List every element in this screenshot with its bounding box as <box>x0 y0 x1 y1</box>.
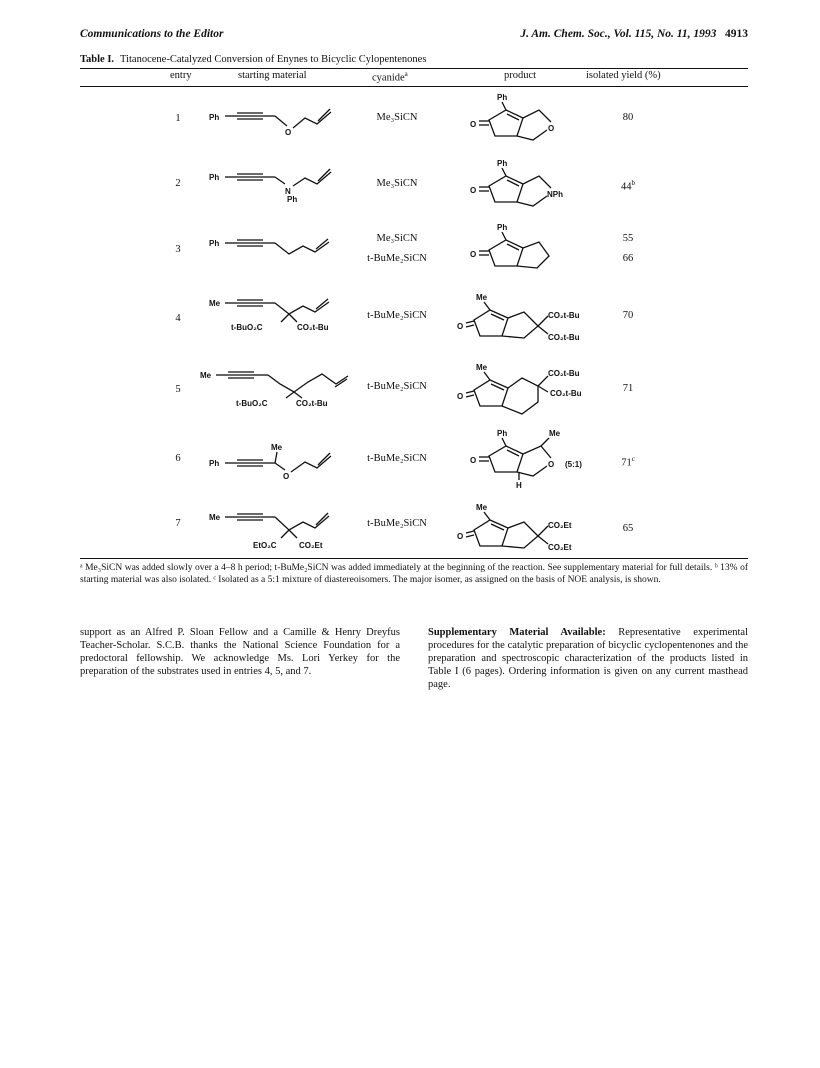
ph-label: Ph <box>497 429 508 438</box>
me-label: Me <box>209 513 221 522</box>
acknowledgment-paragraph: support as an Alfred P. Sloan Fellow and a Camille & Henry Dreyfus Teacher-Scholar. S.C.B. thanks the National Science Foundation for a predoctoral fellowship. We acknowledge Ms. Lori Yerkey for the preparation of the substrates used in entries 4, 5, and 7. <box>80 627 400 677</box>
isolated-yield: 66 <box>622 253 634 264</box>
ester-label: CO₂Et <box>299 541 323 550</box>
nitrogen-label: N <box>285 187 291 196</box>
ph-label: Ph <box>497 159 508 168</box>
product-structure <box>470 426 605 490</box>
me-label: Me <box>476 503 488 512</box>
cyanide-reagent: Me₃SiCN <box>376 178 418 189</box>
ester-label: CO₂t-Bu <box>297 323 329 332</box>
ph-label: Ph <box>497 93 508 102</box>
entry-number: 4 <box>175 313 181 324</box>
starting-material-structure <box>205 438 345 482</box>
product-structure <box>457 290 592 346</box>
isolated-yield: 71 <box>622 383 634 394</box>
ester-label: CO₂t-Bu <box>550 389 582 398</box>
table-footnote: ᵃ Me₃SiCN was added slowly over a 4–8 h period; t-BuMe₂SiCN was added immediately at the beginning of the reaction. See supplementary material for full details. ᵇ 13% of starting material was also isolated. ᶜ Isolated as a 5:1 mixture of diastereoisomers. The major isomer, as assigned on the basis of NOE analysis, is shown. <box>80 563 748 585</box>
section-title: Communications to the Editor <box>80 28 224 40</box>
ester-label: CO₂t-Bu <box>548 333 580 342</box>
cyanide-reagent: Me₃SiCN <box>376 233 418 244</box>
me-label: Me <box>271 443 283 452</box>
supplementary-heading: Supplementary Material Available: <box>428 627 606 638</box>
starting-material-structure <box>205 100 345 140</box>
isolated-yield: 65 <box>622 523 634 534</box>
footnote-marker-a: a <box>404 70 408 78</box>
ph-label: Ph <box>209 173 220 182</box>
starting-material-structure <box>196 364 356 408</box>
isolated-yield: 55 <box>622 233 634 244</box>
ester-label: CO₂t-Bu <box>548 369 580 378</box>
col-header-cyanide <box>372 70 408 84</box>
starting-material-structure <box>205 292 355 336</box>
entry-number: 2 <box>175 178 181 189</box>
journal-citation <box>520 28 748 40</box>
table-top-rule <box>80 68 748 69</box>
entry-number: 5 <box>175 384 181 395</box>
col-header-entry: entry <box>170 70 192 81</box>
running-header <box>80 28 748 46</box>
table-caption <box>80 54 426 65</box>
table-title: Titanocene-Catalyzed Conversion of Enynes to Bicyclic Cylopentenones <box>120 54 427 65</box>
oxygen-label: O <box>470 456 477 465</box>
oxygen-label: O <box>470 250 477 259</box>
oxygen-label: O <box>548 460 555 469</box>
ester-label: CO₂t-Bu <box>548 311 580 320</box>
nph-label: NPh <box>547 190 563 199</box>
hydrogen-label: H <box>516 481 522 490</box>
starting-material-structure <box>205 232 345 262</box>
starting-material-structure <box>205 166 345 210</box>
starting-material-structure <box>205 506 355 556</box>
cyanide-reagent: t-BuMe₂SiCN <box>367 310 427 321</box>
ph-label: Ph <box>209 239 220 248</box>
oxygen-label: O <box>470 186 477 195</box>
oxygen-label: O <box>285 128 292 137</box>
ester-label: CO₂t-Bu <box>296 399 328 408</box>
ph-label: Ph <box>497 223 508 232</box>
ester-label: CO₂Et <box>548 543 572 552</box>
ph-label: Ph <box>209 113 220 122</box>
me-label: Me <box>476 293 488 302</box>
col-header-cyanide-label: cyanide <box>372 72 405 84</box>
isolated-yield: 80 <box>622 112 634 123</box>
cyanide-reagent: t-BuMe₂SiCN <box>367 518 427 529</box>
me-label: Me <box>200 371 212 380</box>
yield-value: 44 <box>621 181 632 193</box>
supplementary-text: Representative experimental procedures for the catalytic preparation of bicyclic cyclopentenones and the preparation and spectroscopic characterization of the products listed in Table I (6 pages). Ordering information is given on any current masthead page. <box>428 627 749 690</box>
ph-label: Ph <box>209 459 220 468</box>
product-structure <box>457 500 592 556</box>
cyanide-reagent: Me₃SiCN <box>376 112 418 123</box>
col-header-product: product <box>504 70 537 81</box>
entry-number: 3 <box>175 244 181 255</box>
isolated-yield <box>608 455 648 469</box>
cyanide-reagent: t-BuMe₂SiCN <box>367 453 427 464</box>
product-structure <box>470 156 585 210</box>
entry-number: 7 <box>175 518 181 529</box>
footnote-marker-b: b <box>631 179 635 187</box>
me-label: Me <box>476 363 488 372</box>
entry-number: 1 <box>175 113 181 124</box>
col-header-starting-material: starting material <box>238 70 307 81</box>
isomer-ratio: (5:1) <box>565 460 582 469</box>
supplementary-paragraph <box>428 626 748 691</box>
ester-label: t-BuO₂C <box>236 399 268 408</box>
product-structure <box>470 90 575 144</box>
journal-reference: J. Am. Chem. Soc., Vol. 115, No. 11, 1993 <box>520 28 717 40</box>
me-label: Me <box>209 299 221 308</box>
cyanide-reagent: t-BuMe₂SiCN <box>367 253 427 264</box>
table-header-rule <box>80 86 748 87</box>
table-bottom-rule <box>80 558 748 559</box>
footnote-marker-c: c <box>631 455 635 463</box>
oxygen-label: O <box>457 532 464 541</box>
ester-label: EtO₂C <box>253 541 277 550</box>
oxygen-label: O <box>470 120 477 129</box>
page-number: 4913 <box>725 28 748 40</box>
ester-label: t-BuO₂C <box>231 323 263 332</box>
oxygen-label: O <box>283 472 290 481</box>
isolated-yield <box>608 179 648 193</box>
table-label: Table I. <box>80 54 115 65</box>
col-header-yield: isolated yield (%) <box>586 70 661 81</box>
cyanide-reagent: t-BuMe₂SiCN <box>367 381 427 392</box>
oxygen-label: O <box>548 124 555 133</box>
oxygen-label: O <box>457 322 464 331</box>
me-label: Me <box>549 429 561 438</box>
product-structure <box>457 360 602 420</box>
oxygen-label: O <box>457 392 464 401</box>
ester-label: CO₂Et <box>548 521 572 530</box>
ph-label: Ph <box>287 195 298 204</box>
product-structure <box>470 220 575 274</box>
yield-value: 71 <box>621 457 632 469</box>
entry-number: 6 <box>175 453 181 464</box>
isolated-yield: 70 <box>622 310 634 321</box>
